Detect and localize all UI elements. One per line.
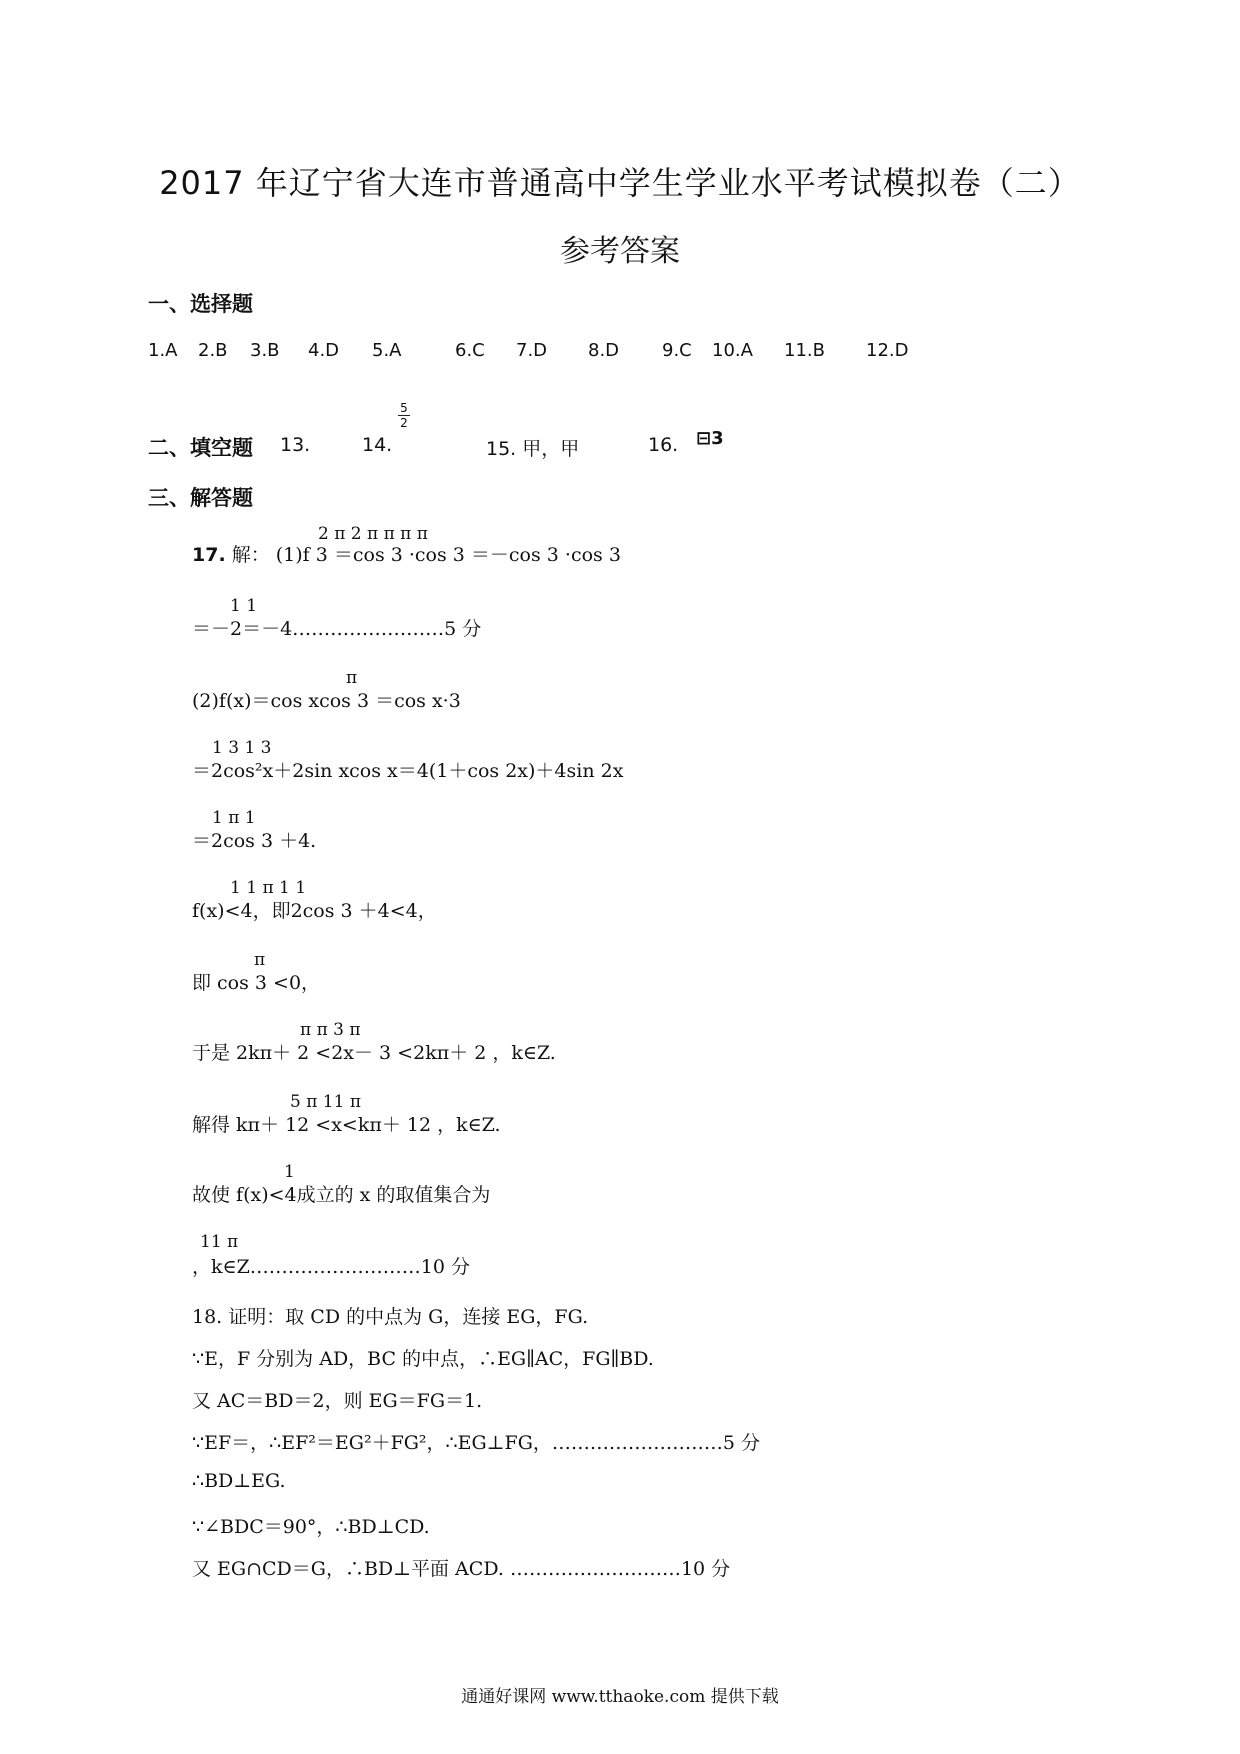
answer-11: 11.B (784, 340, 825, 361)
p18-line1: 18. 证明：取 CD 的中点为 G，连接 EG，FG. (192, 1306, 589, 1328)
section-heading-fill: 二、填空题 (148, 436, 253, 460)
answer-1: 1.A (148, 340, 178, 361)
answer-12: 12.D (866, 340, 909, 361)
p17-line7-superscripts: π (254, 950, 266, 970)
p17-line9-superscripts: 5 π 11 π (290, 1092, 362, 1112)
page-title: 2017 年辽宁省大连市普通高中学生学业水平考试模拟卷（二） (159, 164, 1081, 202)
p17-line10-superscripts: 1 (284, 1162, 295, 1182)
blank-14-fraction (398, 402, 410, 429)
p18-line4: ∵EF＝，∴EF²＝EG²＋FG²，∴EG⊥FG，………………………5 分 (192, 1432, 761, 1454)
answer-5: 5.A (372, 340, 402, 361)
p17-line4-superscripts: 1 3 1 3 (212, 738, 272, 758)
blank-14: 14. (362, 434, 393, 456)
p17-line1-superscripts: 2 π 2 π π π π (318, 524, 428, 544)
section-heading-choice: 一、选择题 (148, 292, 253, 316)
p17-line2: ＝－2＝－4……………………5 分 (192, 618, 482, 640)
section-heading-solution: 三、解答题 (148, 486, 253, 510)
answer-9: 9.C (662, 340, 692, 361)
answer-2: 2.B (198, 340, 228, 361)
fraction-numerator: 5 (400, 401, 408, 415)
p17-line11: ，k∈Z………………………10 分 (192, 1256, 470, 1278)
p18-line7: 又 EG∩CD＝G，∴BD⊥平面 ACD. ………………………10 分 (192, 1558, 731, 1580)
p17-line5-superscripts: 1 π 1 (212, 808, 256, 828)
p17-line7: 即 cos 3 <0， (192, 972, 321, 994)
p17-line5: ＝2cos 3 ＋4. (192, 830, 317, 852)
p17-line6: f(x)<4，即2cos 3 ＋4<4， (192, 900, 437, 922)
p17-line6-superscripts: 1 1 π 1 1 (230, 878, 307, 898)
page-subtitle: 参考答案 (560, 234, 680, 269)
answer-8: 8.D (588, 340, 620, 361)
answer-3: 3.B (250, 340, 280, 361)
p17-line1 (192, 540, 621, 567)
p17-line11-superscripts: 11 π (200, 1232, 239, 1252)
p17-line1-text: 解： (1)f 3 ＝cos 3 ·cos 3 ＝－cos 3 ·cos 3 (231, 544, 621, 566)
p17-line10: 故使 f(x)<4成立的 x 的取值集合为 (192, 1184, 491, 1206)
p17-line3: (2)f(x)＝cos xcos 3 ＝cos x·3 (192, 690, 461, 712)
p18-line3: 又 AC＝BD＝2，则 EG＝FG＝1. (192, 1390, 483, 1412)
problem-17-number: 17. (192, 544, 226, 566)
p17-line2-superscripts: 1 1 (230, 596, 258, 616)
blank-16: 16. (648, 434, 679, 456)
p18-line2: ∵E，F 分别为 AD，BC 的中点，∴EG∥AC，FG∥BD. (192, 1348, 654, 1370)
p17-line3-superscripts: π (346, 668, 358, 688)
p17-line8: 于是 2kπ＋ 2 <2x－ 3 <2kπ＋ 2 ，k∈Z. (192, 1042, 556, 1064)
p17-line8-superscripts: π π 3 π (300, 1020, 361, 1040)
p18-line5: ∴BD⊥EG. (192, 1470, 286, 1492)
answer-10: 10.A (712, 340, 753, 361)
fraction-denominator: 2 (400, 416, 408, 430)
answer-7: 7.D (516, 340, 548, 361)
blank-13: 13. (280, 434, 311, 456)
p17-line9: 解得 kπ＋ 12 <x<kπ＋ 12 ，k∈Z. (192, 1114, 501, 1136)
blank-16-answer-glyph: ⊟3 (696, 428, 724, 449)
p17-line4: ＝2cos²x＋2sin xcos x＝4(1＋cos 2x)＋4sin 2x (192, 760, 624, 782)
p18-line6: ∵∠BDC＝90°，∴BD⊥CD. (192, 1516, 430, 1538)
page-footer: 通通好课网 www.tthaoke.com 提供下载 (461, 1687, 779, 1707)
answer-4: 4.D (308, 340, 340, 361)
blank-15: 15. 甲，甲 (486, 438, 580, 460)
answer-6: 6.C (455, 340, 485, 361)
